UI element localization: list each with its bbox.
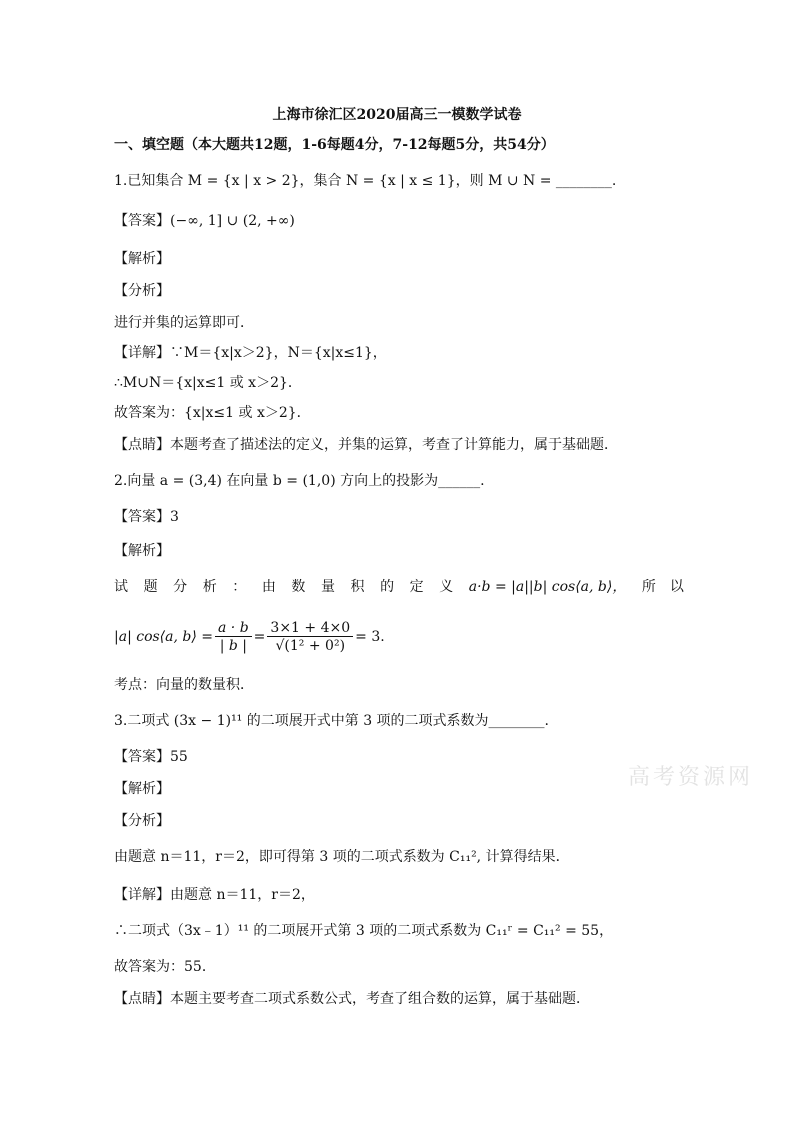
- solution-word: 题: [143, 579, 158, 595]
- q3-jiexi: 【解析】: [114, 781, 170, 797]
- equals-sign: =: [253, 629, 266, 645]
- q1-jiexi: 【解析】: [114, 251, 170, 267]
- fraction-denominator: √(1² + 0²): [275, 637, 346, 654]
- q1-detail-3: 故答案为：{x|x≤1 或 x＞2}．: [114, 405, 311, 421]
- solution-word: 由: [261, 579, 276, 595]
- q3-detail-3: 故答案为：55．: [114, 959, 216, 975]
- formula-result: = 3.: [355, 629, 385, 645]
- q3-detail-1: [114, 886, 684, 904]
- comment-text: 本题主要考查二项式系数公式，考查了组合数的运算，属于基础题．: [170, 991, 590, 1007]
- q3-fenxi: 【分析】: [114, 813, 170, 829]
- fraction-numerator: 3×1 + 4×0: [267, 620, 353, 637]
- watermark: 高考资源网: [628, 765, 754, 790]
- solution-word: 分: [173, 579, 188, 595]
- detail-text: 由题意 n＝11，r＝2，: [170, 887, 315, 903]
- answer-label: 【答案】: [114, 509, 170, 525]
- q2-kaodian: 考点：向量的数量积．: [114, 677, 254, 693]
- comment-label: 【点睛】: [114, 437, 170, 453]
- fraction-denominator: | b |: [219, 637, 247, 654]
- fraction-numerator: a · b: [215, 620, 252, 637]
- q1-detail-2: ∴M∪N＝{x|x≤1 或 x＞2}．: [114, 375, 302, 391]
- question-2: 2.向量 a = (3,4) 在向量 b = (1,0) 方向上的投影为______.: [114, 473, 485, 489]
- solution-word: 定: [409, 579, 424, 595]
- q1-analysis: 进行并集的运算即可．: [114, 315, 254, 331]
- solution-word: 量: [320, 579, 335, 595]
- fraction-2: [267, 620, 353, 655]
- question-3: 3.二项式 (3x − 1)¹¹ 的二项展开式中第 3 项的二项式系数为________.: [114, 713, 550, 729]
- q1-answer: [114, 212, 684, 230]
- q1-fenxi: 【分析】: [114, 283, 170, 299]
- detail-label: 【详解】: [114, 345, 170, 361]
- q3-comment: [114, 990, 684, 1008]
- dot-product-formula: a·b = |a||b| cos⟨a, b⟩，: [468, 579, 627, 595]
- answer-value: (−∞, 1] ∪ (2, +∞): [170, 213, 295, 229]
- comment-label: 【点睛】: [114, 991, 170, 1007]
- solution-word: ：: [232, 579, 247, 595]
- fraction-1: [215, 620, 252, 655]
- solution-word: 积: [350, 579, 365, 595]
- detail-label: 【详解】: [114, 887, 170, 903]
- comment-text: 本题考查了描述法的定义，并集的运算，考查了计算能力，属于基础题．: [170, 437, 618, 453]
- q1-comment: [114, 436, 684, 454]
- detail-text: ∵M＝{x|x＞2}，N＝{x|x≤1}，: [170, 345, 387, 361]
- suoyi-text: 所 以: [641, 579, 684, 595]
- solution-word: 义: [439, 579, 454, 595]
- q1-detail-1: [114, 344, 684, 362]
- q2-solution-line: [114, 578, 684, 596]
- answer-label: 【答案】: [114, 749, 170, 765]
- question-1: 1.已知集合 M = {x | x > 2}，集合 N = {x | x ≤ 1}，则 M ∪ N = ________.: [114, 173, 617, 189]
- solution-word: 数: [291, 579, 306, 595]
- solution-word: 析: [202, 579, 217, 595]
- page-title: 上海市徐汇区2020届高三一模数学试卷: [272, 107, 522, 123]
- q3-answer: [114, 748, 684, 766]
- q2-jiexi: 【解析】: [114, 543, 170, 559]
- answer-label: 【答案】: [114, 213, 170, 229]
- q3-analysis: 由题意 n＝11，r＝2，即可得第 3 项的二项式系数为 C₁₁², 计算得结果．: [114, 849, 570, 865]
- solution-word: 的: [380, 579, 395, 595]
- q3-detail-2: ∴二项式（3x﹣1）¹¹ 的二项展开式第 3 项的二项式系数为 C₁₁ʳ = C₁₁² = 55，: [114, 923, 614, 939]
- answer-value: 3: [170, 509, 179, 525]
- formula-left: |a| cos⟨a, b⟩ =: [114, 629, 213, 645]
- q2-answer: [114, 508, 684, 526]
- q2-formula-line: [114, 614, 684, 660]
- section-header: 一、填空题（本大题共12题，1-6每题4分，7-12每题5分，共54分）: [114, 137, 555, 153]
- answer-value: 55: [170, 749, 188, 765]
- solution-word: 试: [114, 579, 128, 595]
